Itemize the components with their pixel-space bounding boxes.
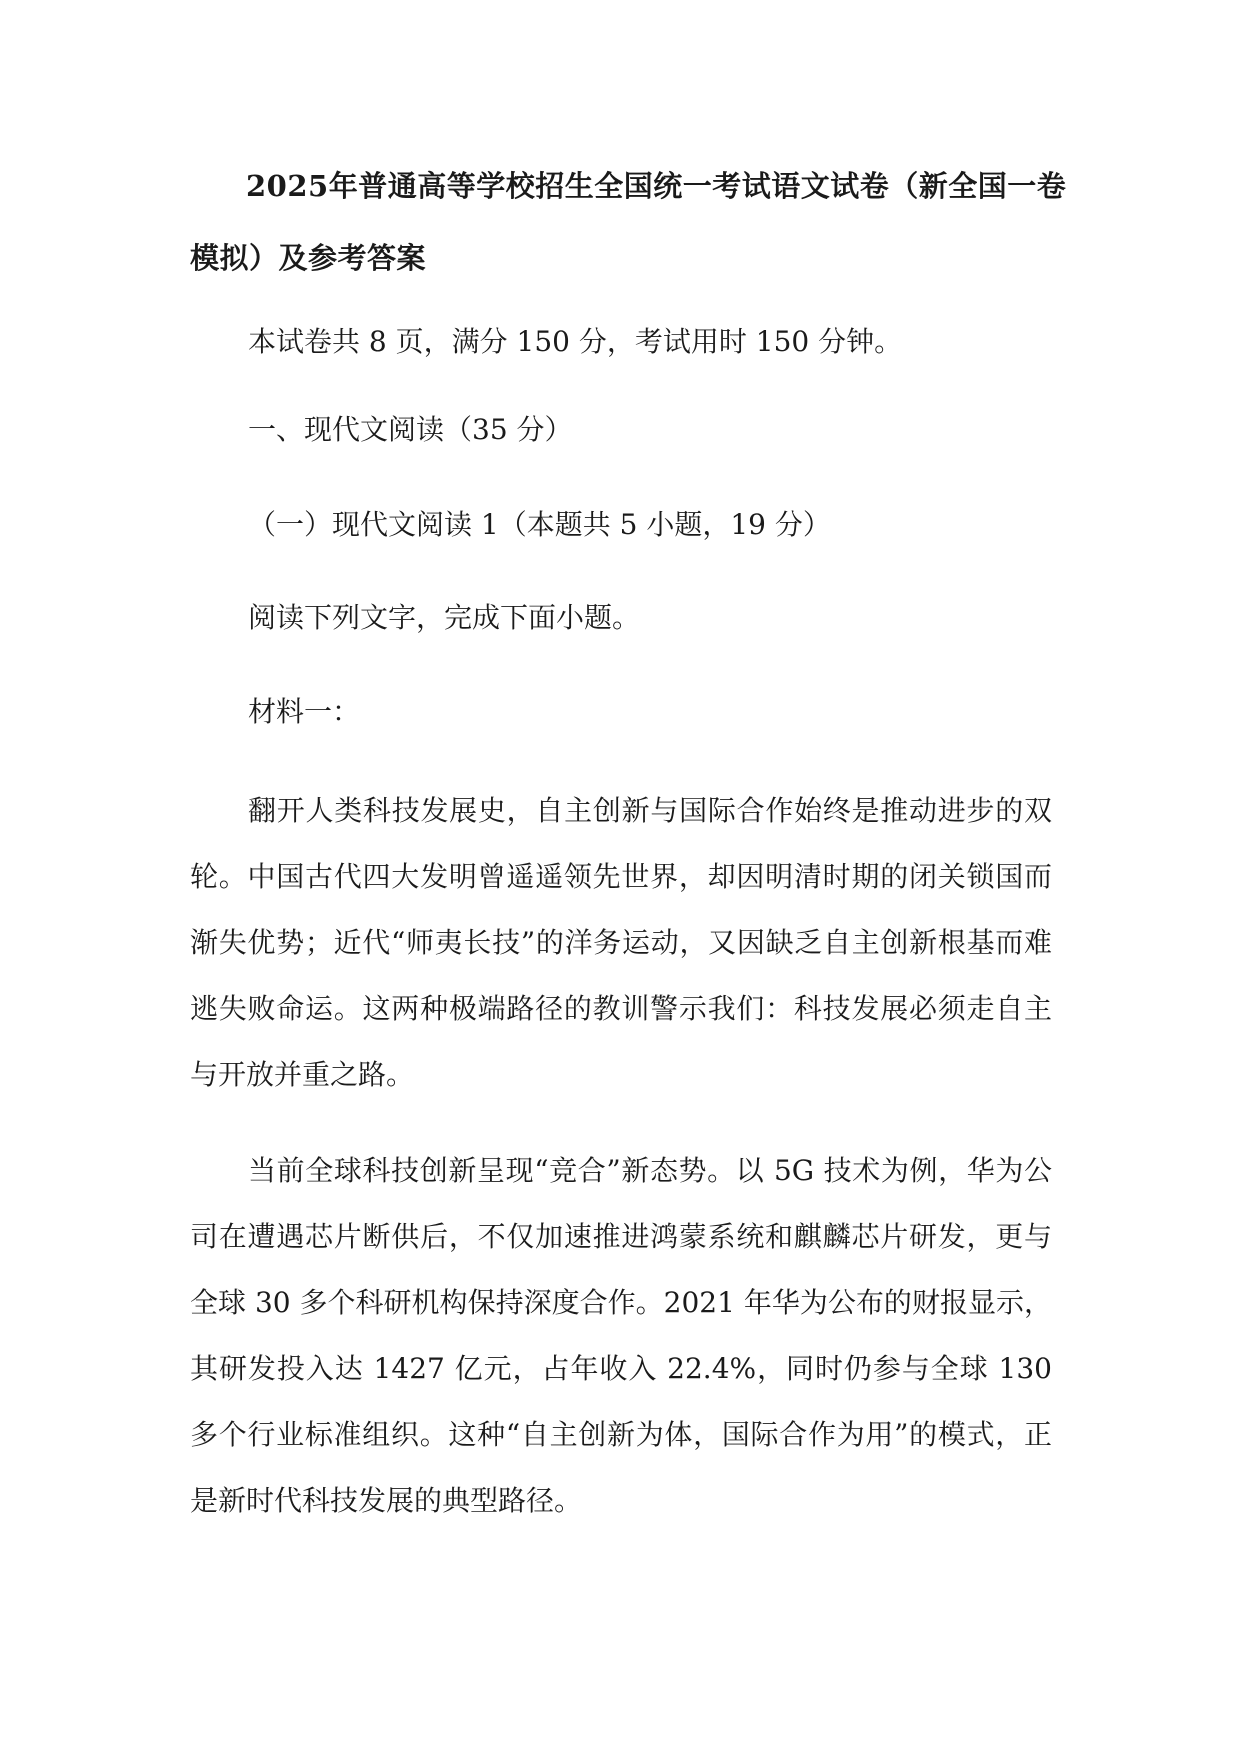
reading-instruction: 阅读下列文字，完成下面小题。 [248,601,641,634]
section-heading: 一、现代文阅读（35 分） [248,413,573,446]
material-paragraph: 翻开人类科技发展史，自主创新与国际合作始终是推动进步的双轮。中国古代四大发明曾遥遥领先世界，却因明清时期的闭关锁国而渐失优势；近代“师夷长技”的洋务运动，又因缺乏自主创新根基而难逃失败命运。这两种极端路径的教训警示我们：科技发展必须走自主与开放并重之路。 [190,794,1052,1091]
material-label: 材料一： [248,695,361,728]
document-title: 2025年普通高等学校招生全国统一考试语文试卷（新全国一卷模拟）及参考答案 [190,169,1067,275]
exam-info: 本试卷共 8 页，满分 150 分，考试用时 150 分钟。 [248,325,903,358]
subsection-heading: （一）现代文阅读 1（本题共 5 小题，19 分） [248,508,831,541]
material-paragraph: 当前全球科技创新呈现“竞合”新态势。以 5G 技术为例，华为公司在遭遇芯片断供后，不仅加速推进鸿蒙系统和麒麟芯片研发，更与全球 30 多个科研机构保持深度合作。2021 年华为公布的财报显示，其研发投入达 1427 亿元，占年收入 22.4%，同时仍参与全球 130 多个行业标准组织。这种“自主创新为体，国际合作为用”的模式，正是新时代科技发展的典型路径。 [190,1154,1052,1517]
